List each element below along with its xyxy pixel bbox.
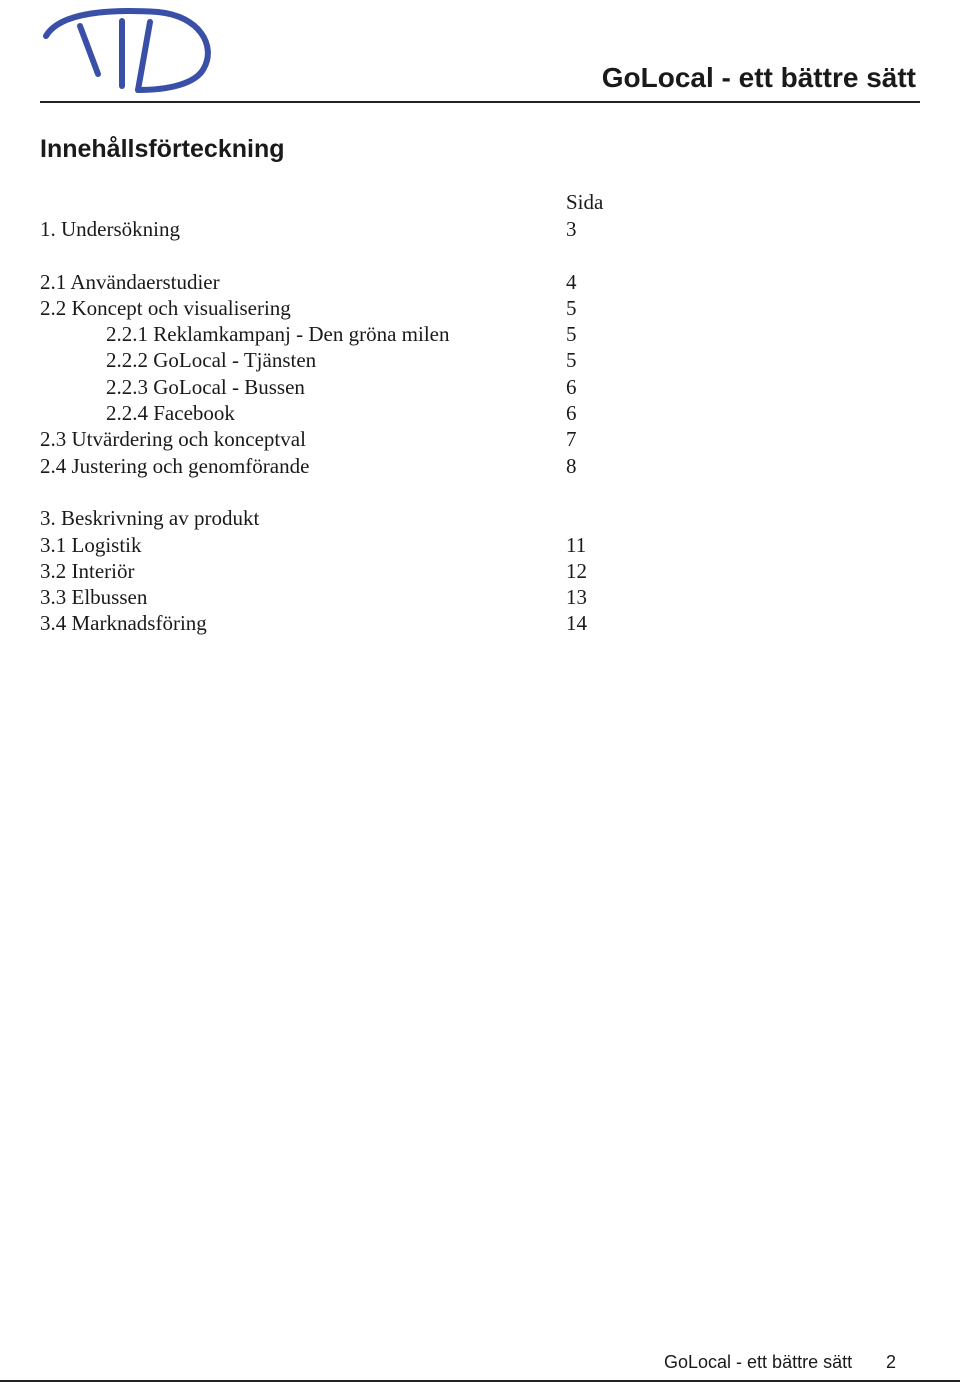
toc-entry [40,347,640,373]
toc-entry-label: 3.1 Logistik [40,532,142,557]
toc-entry-page: 14 [566,611,587,636]
toc-entry [40,321,640,347]
toc-entry [40,532,640,558]
toc-entry [40,216,640,242]
toc-entry-page: 3 [566,217,577,241]
toc-entry [40,295,640,321]
toc-entry-label: 3.2 Interiör [40,558,135,583]
toc-entry [40,584,640,610]
toc-entry-page: 13 [566,585,587,610]
toc-entry-page: 11 [566,532,587,557]
toc-entry-label: 2.2 Koncept och visualisering [40,295,291,320]
toc-entry [40,558,640,584]
table-of-contents [40,216,640,637]
toc-entry [40,453,640,479]
toc-entry [40,374,640,400]
toc-entry-label: 2.2.4 Facebook [106,401,235,426]
toc-entry-label: 3.4 Marknadsföring [40,611,207,636]
page-column-label: Sida [566,190,604,214]
toc-entry-label: 2.1 Användaerstudier [40,269,220,294]
toc-entry-page: 5 [566,295,577,320]
logo [40,6,215,94]
toc-entry-page: 8 [566,453,577,478]
toc-entry-label: 2.4 Justering och genomförande [40,453,310,478]
toc-entry-label: 2.3 Utvärdering och konceptval [40,427,306,452]
header-title: GoLocal - ett bättre sätt [601,62,916,93]
toc-entry [40,400,640,426]
toc-entry-label: 1. Undersökning [40,217,180,241]
toc-heading: Innehållsförteckning [40,135,285,163]
toc-entry-page: 6 [566,401,577,426]
toc-entry-label: 2.2.1 Reklamkampanj - Den gröna milen [106,322,450,347]
toc-entry [40,269,640,295]
header-divider [40,101,920,103]
toc-entry-page: 6 [566,374,577,399]
toc-entry-page: 5 [566,322,577,347]
toc-entry-page: 5 [566,348,577,373]
footer-title: GoLocal - ett bättre sätt [664,1352,853,1372]
toc-entry-label: 3. Beskrivning av produkt [40,506,260,531]
footer-page-number: 2 [886,1352,897,1372]
toc-entry-page: 7 [566,427,577,452]
toc-entry [40,610,640,636]
toc-entry-label: 2.2.3 GoLocal - Bussen [106,374,305,399]
toc-entry-page: 4 [566,269,577,294]
toc-entry-label: 2.2.2 GoLocal - Tjänsten [106,348,317,373]
toc-entry-label: 3.3 Elbussen [40,585,148,610]
toc-entry [40,505,640,531]
footer-divider [0,1380,960,1382]
toc-entry-page: 12 [566,558,587,583]
toc-entry [40,426,640,452]
